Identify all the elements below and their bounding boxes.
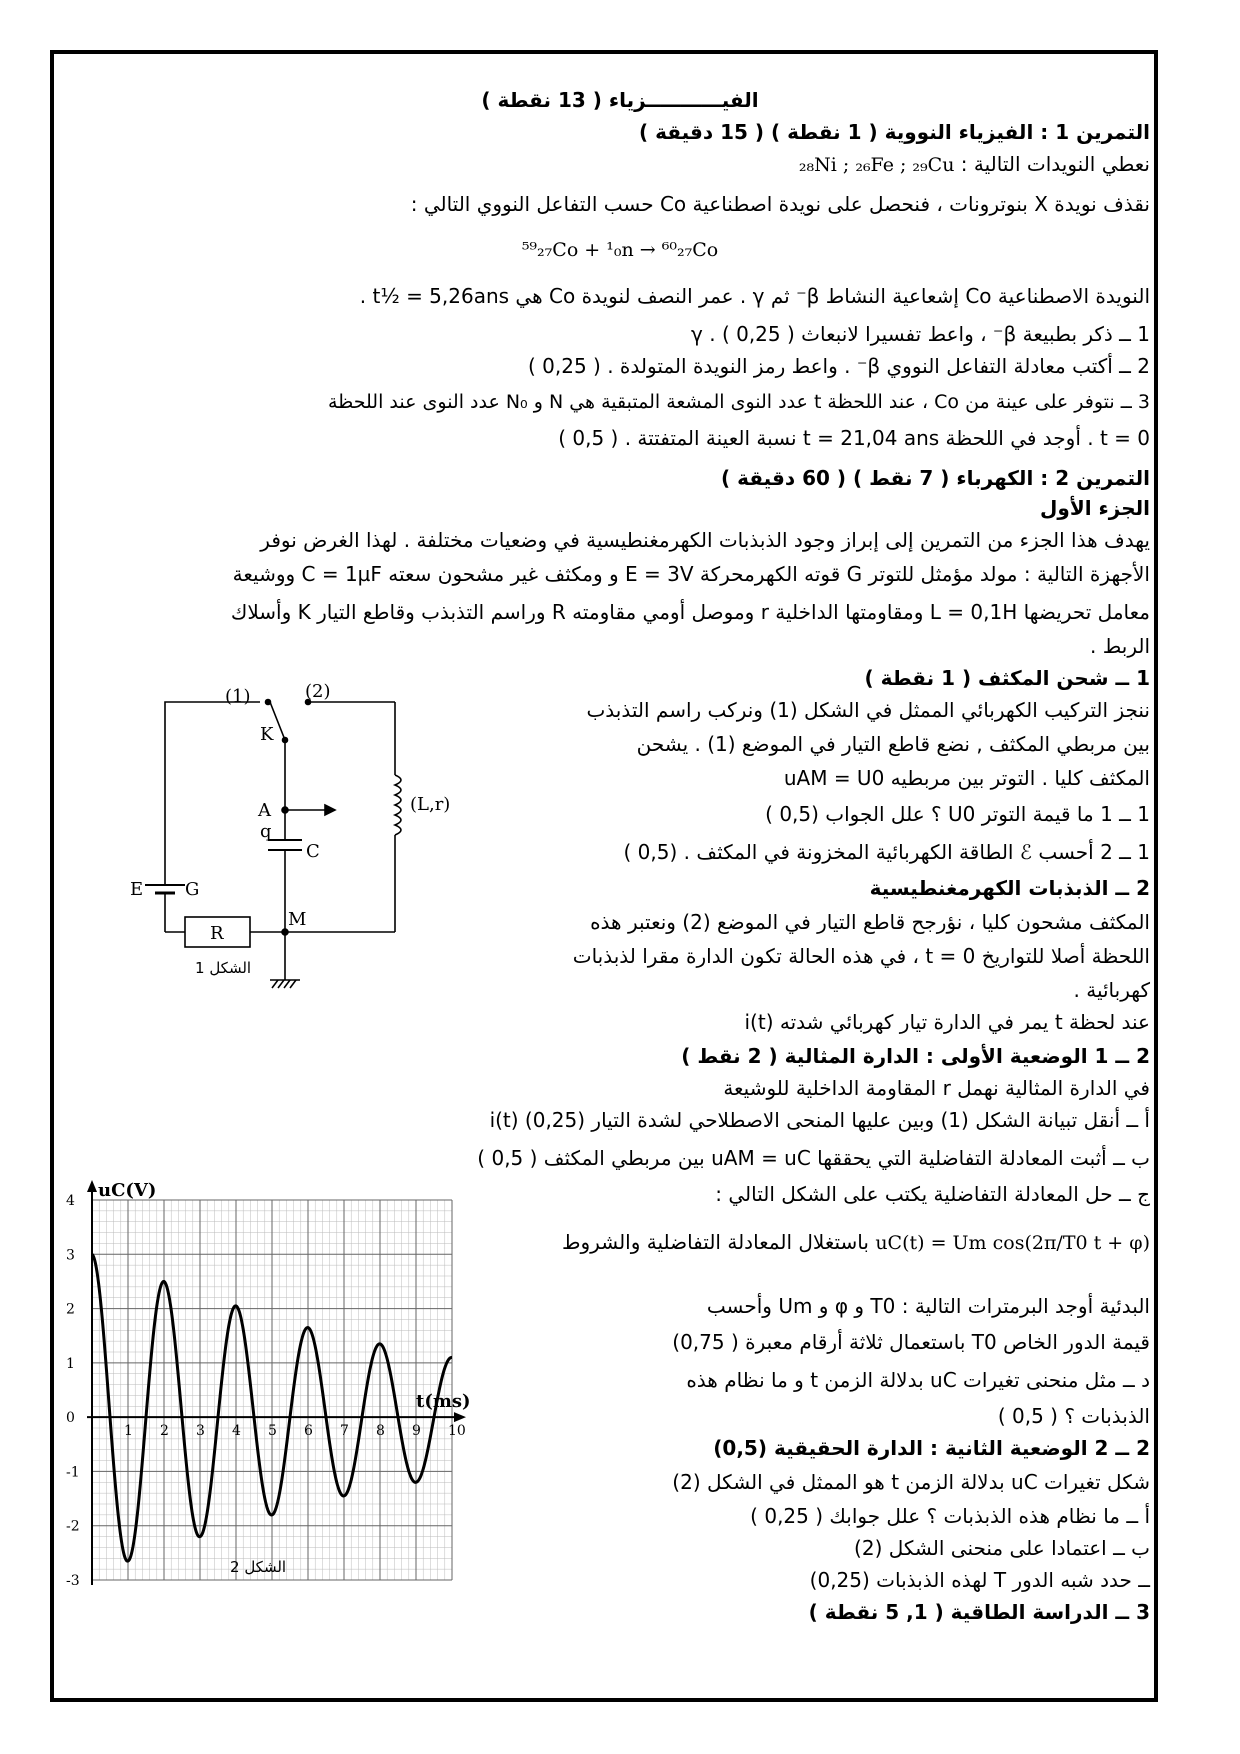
x-tick-label: 4 <box>232 1423 241 1440</box>
label-position-1: (1) <box>225 686 251 707</box>
s1-q2: 1 ــ 2 أحسب ℰ الطاقة الكهربائية المخزونة في المكثف . (0,5 ) <box>623 840 1150 864</box>
s22-b: ب ــ اعتمادا على منحنى الشكل (2) <box>854 1536 1150 1560</box>
s3-title: 3 ــ الدراسة الطاقية ( 1, 5 نقطة ) <box>808 1600 1150 1624</box>
ex2-intro3: معامل تحريضها L = 0,1H ومقاومتها الداخلية r وموصل أومي مقاومته R وراسم التذبذب وقاطع التيار K وأسلاك <box>230 600 1150 624</box>
s2-line4: عند لحظة t يمر في الدارة تيار كهربائي شدته i(t) <box>744 1010 1150 1034</box>
x-tick-label: 7 <box>340 1423 349 1440</box>
s21-line1: في الدارة المثالية نهمل r المقاومة الداخلية للوشيعة <box>723 1076 1150 1100</box>
s1-line3: المكثف كليا . التوتر بين مربطيه uAM = U0 <box>783 766 1150 790</box>
label-q: q <box>260 821 272 842</box>
label-A: A <box>258 800 271 821</box>
s21-c2-row: uC(t) = Um cos(2π/T0 t + φ) باستغلال المعادلة التفاضلية والشروط <box>562 1230 1150 1254</box>
label-coil: (L,r) <box>410 794 451 815</box>
ex1-bombard: نقذف نويدة X بنوترونات ، فنحصل على نويدة اصطناعية Co حسب التفاعل النووي التالي : <box>410 192 1150 216</box>
s1-title: 1 ــ شحن المكثف ( 1 نقطة ) <box>864 666 1150 690</box>
figure-2-caption: الشكل 2 <box>230 1558 287 1576</box>
s1-line2: بين مربطي المكثف , نضع قاطع التيار في الموضع (1) . يشحن <box>636 732 1150 756</box>
s2-line1: المكثف مشحون كليا ، نؤرجح قاطع التيار في الموضع (2) ونعتبر هذه <box>590 910 1150 934</box>
ex1-q1: 1 ــ ذكر بطبيعة β⁻ ، واعط تفسيرا لانبعاث γ . ( 0,25 ) <box>691 322 1150 346</box>
label-R: R <box>210 923 224 944</box>
s21-c3: البدئية أوجد البرمترات التالية : T0 و φ و Um وأحسب <box>706 1294 1150 1318</box>
ex1-q3b: t = 0 . أوجد في اللحظة t = 21,04 ans نسبة العينة المتفتتة . ( 0,5 ) <box>558 426 1150 450</box>
y-axis-label: uC(V) <box>98 1180 157 1201</box>
x-axis-label: t(ms) <box>416 1391 471 1413</box>
y-tick-label: -3 <box>66 1573 80 1589</box>
s21-d1: د ــ مثل منحنى تغيرات uC بدلالة الزمن t و ما نظام هذه <box>686 1368 1150 1392</box>
figure-1-caption: الشكل 1 <box>195 959 252 977</box>
x-axis-arrow <box>454 1412 466 1422</box>
y-tick-label: 0 <box>66 1410 75 1427</box>
y-axis-arrow <box>87 1180 97 1192</box>
ex2-part1: الجزء الأول <box>1040 496 1150 520</box>
y-tick-label: 2 <box>66 1301 75 1318</box>
x-tick-label: 8 <box>376 1423 385 1440</box>
label-G: G <box>185 879 200 900</box>
s21-equation: uC(t) = Um cos(2π/T0 t + φ) <box>875 1232 1150 1254</box>
circuit-figure-1 <box>120 680 460 1000</box>
s21-d2: الذبذبات ؟ ( 0,5 ) <box>997 1404 1150 1428</box>
ex2-intro4: الربط . <box>1090 634 1150 658</box>
y-tick-label: 1 <box>66 1355 75 1372</box>
x-tick-label: 6 <box>304 1423 313 1440</box>
ex2-intro2: الأجهزة التالية : مولد مؤمثل للتوتر G قوته الكهرمحركة E = 3V و ومكثف غير مشحون سعته C = 1µF ووشيعة <box>232 562 1150 586</box>
x-tick-label: 1 <box>124 1423 133 1440</box>
s22-a: أ ــ ما نظام هذه الذبذبات ؟ علل جوابك ( 0,25 ) <box>750 1504 1150 1528</box>
s2-line2: اللحظة أصلا للتواريخ t = 0 ، في هذه الحالة تكون الدارة مقرا لذبذبات <box>572 944 1150 968</box>
x-tick-label: 2 <box>160 1423 169 1440</box>
x-tick-label: 10 <box>448 1423 466 1440</box>
s22-c: ــ حدد شبه الدور T لهذه الذبذبات (0,25) <box>809 1568 1150 1592</box>
label-position-2: (2) <box>305 681 331 702</box>
s21-b: ب ــ أثبت المعادلة التفاضلية التي يحققها uAM = uC بين مربطي المكثف ( 0,5 ) <box>477 1146 1150 1170</box>
y-tick-label: -2 <box>66 1518 80 1535</box>
ex1-reaction: ⁵⁹₂₇Co + ¹₀n → ⁶⁰₂₇Co <box>521 239 719 261</box>
ex1-halflife: النويدة الاصطناعية Co إشعاعية النشاط β⁻ ثم γ . عمر النصف لنويدة Co هي t½ = 5,26ans . <box>359 284 1150 308</box>
chart-figure-2 <box>60 1180 510 1610</box>
s21-a: أ ــ أنقل تبيانة الشكل (1) وبين عليها المنحى الاصطلاحي لشدة التيار i(t) (0,25) <box>489 1108 1150 1132</box>
x-tick-label: 9 <box>412 1423 421 1440</box>
s21-c4: قيمة الدور الخاص T0 باستعمال ثلاثة أرقام معبرة ( 0,75) <box>672 1330 1150 1354</box>
s22-line1: شكل تغيرات uC بدلالة الزمن t هو الممثل في الشكل (2) <box>672 1470 1150 1494</box>
s21-c1: ج ــ حل المعادلة التفاضلية يكتب على الشكل التالي : <box>715 1182 1150 1206</box>
ex1-nuclides-intro: نعطي النويدات التالية : ₂₈Ni ; ₂₆Fe ; ₂₉Cu <box>798 152 1150 176</box>
s1-line1: ننجز التركيب الكهربائي الممثل في الشكل (1) ونركب راسم التذبذب <box>586 698 1150 722</box>
ex1-q3a: 3 ــ نتوفر على عينة من Co ، عند اللحظة t عدد النوى المشعة المتبقية هي N و N₀ عدد النوى عند اللحظة <box>327 391 1150 413</box>
x-tick-label: 3 <box>196 1423 205 1440</box>
label-K: K <box>260 724 274 745</box>
s2-title: 2 ــ الذبذبات الكهرمغنطيسية <box>869 876 1150 900</box>
y-tick-label: 4 <box>66 1193 75 1209</box>
ex1-q2: 2 ــ أكتب معادلة التفاعل النووي β⁻ . واعط رمز النويدة المتولدة . ( 0,25 ) <box>528 354 1150 378</box>
s1-q1: 1 ــ 1 ما قيمة التوتر U0 ؟ علل الجواب (0,5 ) <box>765 802 1150 826</box>
y-tick-label: -1 <box>66 1464 80 1481</box>
ex2-intro1: يهدف هذا الجزء من التمرين إلى إبراز وجود الذبذبات الكهرمغنطيسية في وضعيات مختلفة . لهذا الغرض نوفر <box>260 528 1150 552</box>
label-C: C <box>306 841 320 862</box>
x-tick-label: 5 <box>268 1423 277 1440</box>
label-E: E <box>130 879 144 900</box>
s21-title: 2 ــ 1 الوضعية الأولى : الدارة المثالية ( 2 نقط ) <box>681 1044 1150 1068</box>
label-M: M <box>288 909 307 930</box>
y-tick-label: 3 <box>66 1247 75 1264</box>
s22-title: 2 ــ 2 الوضعية الثانية : الدارة الحقيقية (0,5) <box>713 1436 1150 1460</box>
ex2-heading: التمرين 2 : الكهرباء ( 7 نقط ) ( 60 دقيقة ) <box>721 466 1150 490</box>
ex1-heading: التمرين 1 : الفيزياء النووية ( 1 نقطة ) ( 15 دقيقة ) <box>638 120 1150 144</box>
page-title: الفيـــــــــــزياء ( 13 نقطة ) <box>481 88 759 112</box>
s2-line3: كهربائية . <box>1073 978 1150 1002</box>
